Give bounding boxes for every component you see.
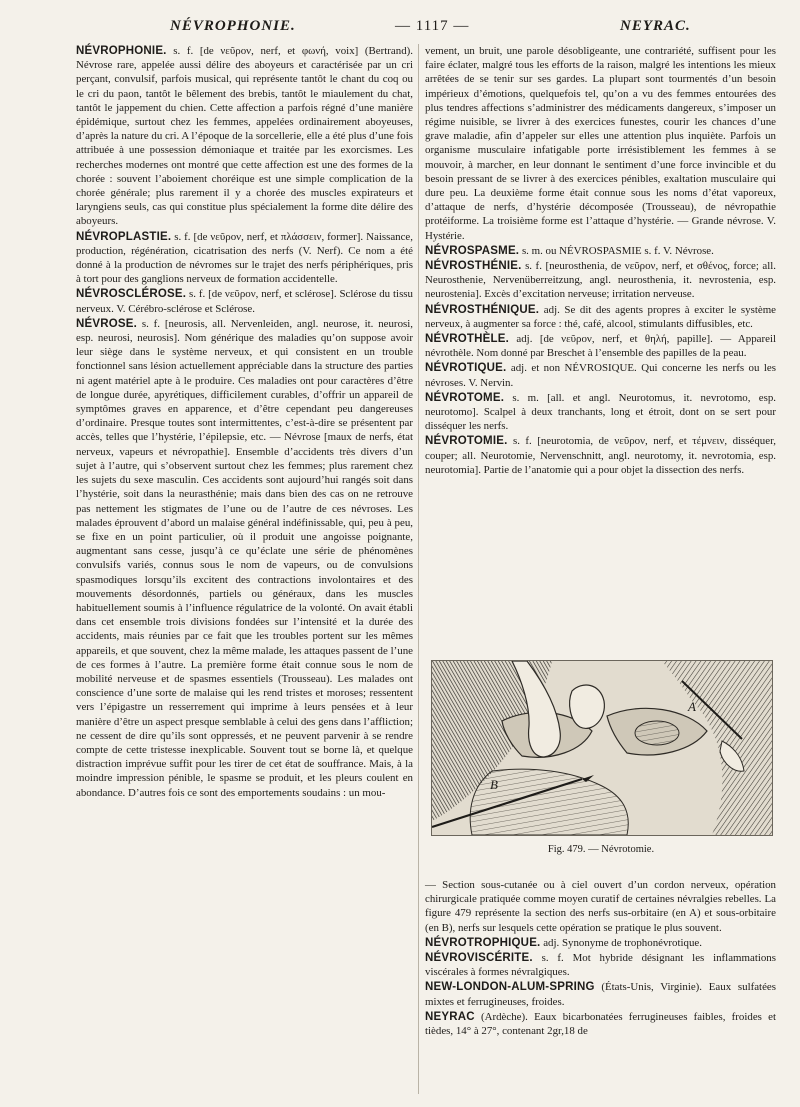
entry-nevrotrophique <box>425 936 776 950</box>
surgeon-thumb <box>570 685 605 728</box>
engraving-figure <box>431 660 773 836</box>
entry-neyrac <box>425 1010 776 1038</box>
entry-headword: NÉVROTOME. <box>425 391 505 404</box>
entry-text: s. f. [de νεῦρον, nerf, et sclérose]. Sclérose du tissu nerveux. V. Cérébro-sclérose et Sclérose. <box>76 288 413 315</box>
entry-nevrose-continued <box>425 44 776 243</box>
entry-headword: NEW-LONDON-ALUM-SPRING <box>425 981 595 994</box>
entry-headword: NEYRAC <box>425 1010 475 1023</box>
right-column-upper <box>425 44 776 477</box>
entry-headword: NÉVROTIQUE. <box>425 362 507 375</box>
entry-nevrosthenie <box>425 259 776 302</box>
entry-text: adj. Se dit des agents propres à exciter le système nerveux, à augmenter sa force : thé, café, alcool, stimulants diffusibles, etc. <box>425 303 776 330</box>
entry-headword: NÉVROPHONIE. <box>76 45 167 57</box>
entry-text: adj. Synonyme de trophonévrotique. <box>540 936 702 949</box>
entry-nevrotomie <box>425 434 776 477</box>
entry-nevroviscerite <box>425 951 776 979</box>
header-right-word: NEYRAC. <box>620 18 691 34</box>
entry-headword: NÉVROSTHÉNIE. <box>425 260 522 273</box>
header-left-word: NÉVROPHONIE. <box>170 18 296 34</box>
entry-nevroplastie <box>76 230 413 287</box>
entry-headword: NÉVROSCLÉROSE. <box>76 288 187 301</box>
entry-text: s. f. Mot hybride désignant les inflammations viscérales à formes névralgiques. <box>425 952 776 979</box>
entry-text: s. m. ou NÉVROSPASMIE s. f. V. Névrose. <box>519 244 714 257</box>
entry-text: s. f. [de νεῦρον, nerf, et φωνή, voix] (Bertrand). Névrose rare, appelée aussi délire des aboyeurs et caractérisée par un cri perçant, convulsif, parfois musical, qui représente tantôt le chant du coq ou le cri du paon, tantôt le bêlement des brebis, tantôt le miaulement du chat, tantôt le jappement du chien. Cette affection a parfois régné d’une manière épidémique, surtout chez les femmes, appelées ordinairement aboyeuses, d’après la nature du cri. A l’époque de la sorcellerie, elle a été plus d’une fois attribuée à une possession démoniaque et traitée par les exorcismes. Les recherches modernes ont montré que cette affection est une des formes de la chorée : souvent l’aboiement choréique est une simple complication de la chorée générale; plus rarement il y a chorée des muscles expirateurs et laryngiens seuls, cas qui constitue plus spécialement la forme dite délire des aboyeurs. <box>76 45 413 228</box>
label-b: B <box>490 777 498 792</box>
entry-nevrospasme <box>425 244 776 258</box>
entry-headword: NÉVROTOMIE. <box>425 435 508 448</box>
entry-nevrotome <box>425 391 776 434</box>
label-a: A <box>688 699 696 714</box>
entry-text: s. m. [all. et angl. Neurotomus, it. nevrotomo, esp. neurotomo]. Scalpel à deux tranchants, long et étroit, dont on se sert pour disséquer les nerfs. <box>425 391 776 433</box>
entry-headword: NÉVROSE. <box>76 317 138 330</box>
entry-nevrothele <box>425 332 776 360</box>
entry-text: (Ardèche). Eaux bicarbonatées ferrugineuses faibles, froides et tièdes, 14° à 27°, contenant 2gr,18 de <box>425 1010 776 1038</box>
right-column-lower <box>425 878 776 1038</box>
entry-headword: NÉVROSTHÉNIQUE. <box>425 303 540 316</box>
entry-nevrosthenique <box>425 303 776 331</box>
entry-nevrophonie <box>76 44 413 229</box>
entry-text: s. f. [neurotomia, de νεῦρον, nerf, et τέμνειν, disséquer, couper; all. Neurotomie, Nervenschnitt, angl. neurotomy, it. nevrotomia, esp. neurotomia]. Partie de l’anatomie qui a pour objet la dissection des nerfs. <box>425 435 776 476</box>
entry-nevrose <box>76 317 413 800</box>
page-number: — 1117 — <box>395 18 470 34</box>
entry-headword: NÉVROTHÈLE. <box>425 333 509 346</box>
column-divider <box>418 44 419 1094</box>
entry-text: (États-Unis, Virginie). Eaux sulfatées mixtes et ferrugineuses, froides. <box>425 981 776 1008</box>
entry-text: adj. et non NÉVROSIQUE. Qui concerne les nerfs ou les névroses. V. Nervin. <box>425 362 776 389</box>
entry-text: s. f. [de νεῦρον, nerf, et πλάσσειν, former]. Naissance, production, régénération, cicatrisation des nerfs (V. Nerf). Ce nom a été donné à la production de névromes sur le trajet des nerfs périphériques, pris à tort pour des ganglions nerveux de formation accidentelle. <box>76 230 413 286</box>
entry-headword: NÉVROSPASME. <box>425 244 520 257</box>
entry-nevrosclerose <box>76 287 413 315</box>
entry-text: vement, un bruit, une parole désobligeante, une contrariété, suffisent pour les faire éclater, malgré tous les efforts de la raison, malgré les intentions les mieux arrêtées de se tenir sur ses gardes. La plupart sont tourmentés d’un besoin impérieux d’émotions, quelquefois tel, qu’on a vu des femmes entourées des plus tendres affections s’administrer des médicaments dangereux, s’imposer un régime nuisible, se livrer à des exercices funestes, courir les chances d’une grave maladie, afin d’appeler sur elles une attention plus inquiète. Parfois un organisme musculaire infatigable porte irrésistiblement les femmes à se mouvoir, à marcher, en leur donnant le sentiment d’une force invincible et du besoin pressant de se livrer à des exercices pénibles, exaltation musculaire qui dure peu. La deuxième forme était connue sous les noms d’état vaporeux, d’attaque de nerfs, d’hystérie décomposée (Trousseau), de névropathie protéiforme. La troisième forme est l’attaque d’hystérie. — Grande névrose. V. Hystérie. <box>425 45 776 242</box>
figure-caption: Fig. 479. — Névrotomie. <box>547 844 655 855</box>
entry-text: adj. [de νεῦρον, nerf, et θηλή, papille]. — Appareil névrothèle. Nom donné par Breschet à l’ensemble des papilles de la peau. <box>425 333 776 360</box>
entry-new-london <box>425 980 776 1008</box>
running-header <box>40 18 770 40</box>
entry-headword: NÉVROTROPHIQUE. <box>425 936 541 949</box>
entry-headword: NÉVROVISCÉRITE. <box>425 952 533 965</box>
surgical-engraving-illustration <box>432 661 772 835</box>
entry-text: — Section sous-cutanée ou à ciel ouvert d’un cordon nerveux, opération chirurgicale pratiquée comme moyen curatif de certaines névralgies rebelles. La figure 479 représente la section des nerfs sus-orbitaire (en A) et sous-orbitaire (en B), nerfs sur lesquels cette opération se pratique le plus souvent. <box>425 879 776 934</box>
entry-nevrotique <box>425 361 776 389</box>
left-column <box>76 44 413 800</box>
entry-text: s. f. [neurosis, all. Nervenleiden, angl. neurose, it. neurosi, esp. neurosi, neurosis]. Nom générique des maladies qu’on suppose avoir leur siège dans le système nerveux, et qui consistent en un trouble fonctionnel sans lésion actuellement appréciable dans la structure des parties ni agent matériel apte à le produire. Ces maladies ont pour caractères d’être de longue durée, apyrétiques, difficilement curables, d’offrir un appareil de symptômes graves en apparence, et d’être cependant peu dangereuses d’ordinaire. Presque toutes sont intermittentes, c’est-à-dire se présentent par accès, telles que l’hystérie, l’épilepsie, etc. — Névrose [maux de nerfs, état nerveux, vapeurs et névropathie]. Ensemble d’accidents très divers d’un sujet à l’autre, qui s’observent surtout chez les femmes; plus rarement chez les sujets du sexe masculin. Ces accidents sont aujourd’hui rangés soit dans l’hystérie, soit dans la neurasthénie; mais dans bien des cas on ne retrouve pas nettement les stigmates de l’une ou de l’autre de ces névroses. Les malades éprouvent d’abord un malaise général indéfinissable, qui, peu à peu, se fixe en un point particulier, où il produit une angoisse poignante, augmentant sans cesse, jusqu’à ce qu’éclate une série de phénomènes convulsifs variés, connus sous le nom de vapeurs, ou de convulsions spasmodiques lorsqu’ils excitent des contractions involontaires et des mouvements désordonnés, partiels ou généraux, dans les muscles habituellement soumis à l’influence régulatrice de la volonté. On avait établi dans cet ensemble trois divisions fondées sur l’intensité et la durée des accidents, mais réunies par ce fait que les troubles portent sur les mêmes appareils, et que souvent, chez la même malade, les attaques passent de l’une de ces formes à l’autre. La première forme était connue sous le nom de mobilité nerveuse et de spasmes essentiels (Trousseau). Les malades ont conscience d’une sorte de malaise qui les rend tristes et moroses; ressentent vers l’épigastre un resserrement qui imprime à leurs pensées et à leur manière d’être un aspect presque semblable à celui des gens dans l’affliction; ne cessent de dire qu’ils sont oppressés, et ne peuvent parvenir à se rendre compte de cette tristesse inexplicable. Souvent tout se borne là, et quelque distraction imprévue suffit pour les tirer de cet état de souffrance. Mais, à la moindre impression pénible, le spasme se produit, et les pleurs coulent en abondance. D’autres fois ce sont des emportements soudains : un mou- <box>76 317 413 799</box>
entry-nevrotomie-continued <box>425 878 776 935</box>
entry-text: s. f. [neurosthenia, de νεῦρον, nerf, et σθένος, force; all. Neurosthenie, Nervenüberreitzung, angl. neurosthenia, it. nevrostenia, esp. neurostenia]. Excès d’excitation nerveuse; irritation nerveuse. <box>425 260 776 301</box>
entry-headword: NÉVROPLASTIE. <box>76 230 172 243</box>
